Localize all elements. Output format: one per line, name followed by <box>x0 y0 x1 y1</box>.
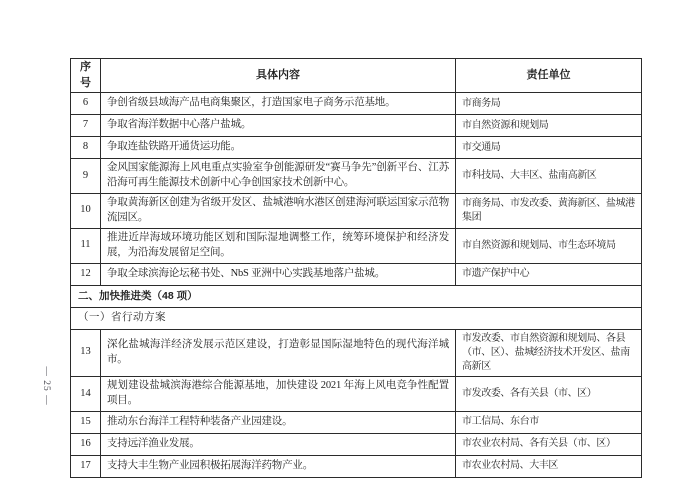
table-row <box>71 434 642 456</box>
row-unit: 市工信局、东台市 <box>456 412 642 434</box>
table-row <box>71 115 642 137</box>
row-unit: 市农业农村局、各有关县（市、区） <box>456 434 642 456</box>
table-row <box>71 329 642 377</box>
row-number: 17 <box>71 456 101 478</box>
row-content: 推动东台海洋工程特种装备产业园建设。 <box>101 412 456 434</box>
row-number: 13 <box>71 329 101 377</box>
row-content: 争取省海洋数据中心落户盐城。 <box>101 115 456 137</box>
header-responsible-unit: 责任单位 <box>456 59 642 93</box>
row-number: 7 <box>71 115 101 137</box>
row-unit: 市发改委、各有关县（市、区） <box>456 377 642 412</box>
subsection-header: （一）省行动方案 <box>71 307 642 329</box>
row-content: 争创省级县域海产品电商集聚区，打造国家电子商务示范基地。 <box>101 93 456 115</box>
row-number: 9 <box>71 159 101 194</box>
row-unit: 市遗产保护中心 <box>456 263 642 285</box>
header-serial-number: 序号 <box>71 59 101 93</box>
row-number: 14 <box>71 377 101 412</box>
row-unit: 市商务局 <box>456 93 642 115</box>
row-content: 推进近岸海域环境功能区划和国际湿地调整工作，统筹环境保护和经济发展，为沿海发展留足空间。 <box>101 228 456 263</box>
row-number: 8 <box>71 137 101 159</box>
table-row <box>71 456 642 478</box>
table-row <box>71 412 642 434</box>
row-content: 争取连盐铁路开通货运功能。 <box>101 137 456 159</box>
table-header-row <box>71 59 642 93</box>
row-unit: 市自然资源和规划局、市生态环境局 <box>456 228 642 263</box>
row-number: 12 <box>71 263 101 285</box>
row-number: 6 <box>71 93 101 115</box>
table-row <box>71 194 642 229</box>
row-content: 争取全球滨海论坛秘书处、NbS 亚洲中心实践基地落户盐城。 <box>101 263 456 285</box>
table-row <box>71 263 642 285</box>
subsection-header-row <box>71 307 642 329</box>
row-content: 规划建设盐城滨海港综合能源基地，加快建设 2021 年海上风电竞争性配置项目。 <box>101 377 456 412</box>
task-table <box>70 58 642 478</box>
row-content: 争取黄海新区创建为省级开发区、盐城港响水港区创建海河联运国家示范物流园区。 <box>101 194 456 229</box>
row-number: 11 <box>71 228 101 263</box>
row-unit: 市商务局、市发改委、黄海新区、盐城港集团 <box>456 194 642 229</box>
row-unit: 市科技局、大丰区、盐南高新区 <box>456 159 642 194</box>
row-unit: 市农业农村局、大丰区 <box>456 456 642 478</box>
page-number: — 25 — <box>41 366 51 406</box>
row-number: 10 <box>71 194 101 229</box>
table-row <box>71 137 642 159</box>
row-unit: 市交通局 <box>456 137 642 159</box>
row-content: 支持远洋渔业发展。 <box>101 434 456 456</box>
section-header: 二、加快推进类（48 项） <box>71 285 642 307</box>
row-number: 16 <box>71 434 101 456</box>
table-row <box>71 377 642 412</box>
table-row <box>71 93 642 115</box>
row-content: 深化盐城海洋经济发展示范区建设，打造彰显国际湿地特色的现代海洋城市。 <box>101 329 456 377</box>
row-content: 金风国家能源海上风电重点实验室争创能源研发“赛马争先”创新平台、江苏沿海可再生能源技术创新中心争创国家技术创新中心。 <box>101 159 456 194</box>
row-number: 15 <box>71 412 101 434</box>
row-unit: 市发改委、市自然资源和规划局、各县（市、区）、盐城经济技术开发区、盐南高新区 <box>456 329 642 377</box>
row-unit: 市自然资源和规划局 <box>456 115 642 137</box>
row-content: 支持大丰生物产业园积极拓展海洋药物产业。 <box>101 456 456 478</box>
header-specific-content: 具体内容 <box>101 59 456 93</box>
table-row <box>71 159 642 194</box>
section-header-row <box>71 285 642 307</box>
table-row <box>71 228 642 263</box>
